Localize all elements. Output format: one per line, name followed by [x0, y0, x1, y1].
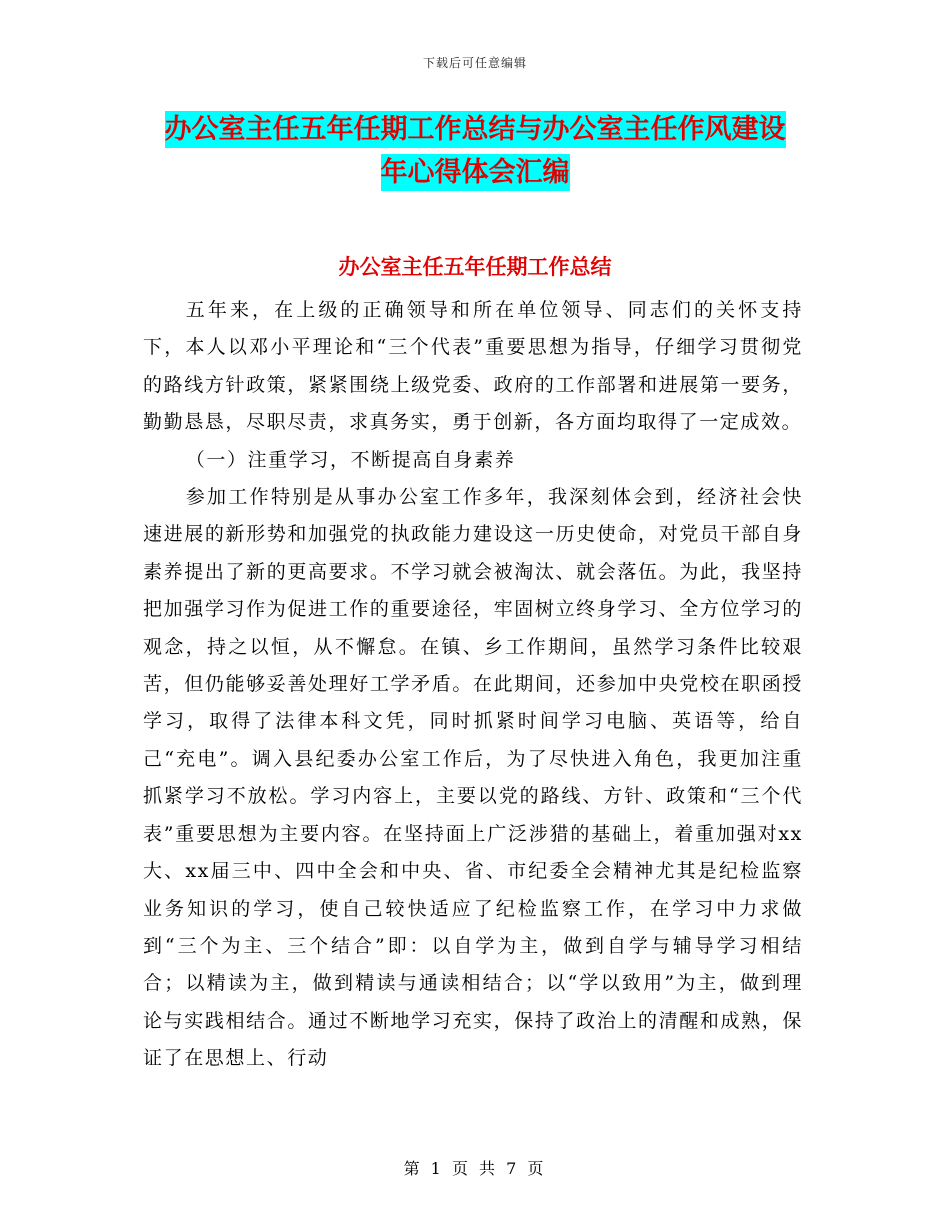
main-title-line2 — [0, 159, 950, 186]
paragraph-subheading: （一）注重学习，不断提高自身素养 — [185, 448, 516, 471]
main-title-line1 — [0, 116, 950, 143]
section-title: 办公室主任五年任期工作总结 — [338, 255, 612, 279]
paragraph-intro: 五年来，在上级的正确领导和所在单位领导、同志们的关怀支持下，本人以邓小平理论和“三个代表”重要思想为指导，仔细学习贯彻党的路线方针政策，紧紧围绕上级党委、政府的工作部署和进展第一要务，勤勤恳恳，尽职尽责，求真务实，勇于创新，各方面均取得了一定成效。 — [143, 299, 803, 434]
header-note: 下载后可任意编辑 — [422, 56, 527, 70]
main-title-line2-text: 年心得体会汇编 — [381, 154, 570, 191]
body-text — [143, 292, 803, 1078]
main-title-line1-text: 办公室主任五年任期工作总结与办公室主任作风建设 — [165, 111, 786, 148]
page-footer: 第 1 页 共 7 页 — [403, 1159, 547, 1178]
paragraph-study: 参加工作特别是从事办公室工作多年，我深刻体会到，经济社会快速进展的新形势和加强党的执政能力建设这一历史使命，对党员干部自身素养提出了新的更高要求。不学习就会被淘汰、就会落伍。为此，我坚持把加强学习作为促进工作的重要途径，牢固树立终身学习、全方位学习的观念，持之以恒，从不懈怠。在镇、乡工作期间，虽然学习条件比较艰苦，但仍能够妥善处理好工学矛盾。在此期间，还参加中央党校在职函授学习，取得了法律本科文凭，同时抓紧时间学习电脑、英语等，给自己“充电”。调入县纪委办公室工作后，为了尽快进入角色，我更加注重抓紧学习不放松。学习内容上，主要以党的路线、方针、政策和“三个代表”重要思想为主要内容。在坚持面上广泛涉猎的基础上，着重加强对xx大、xx届三中、四中全会和中央、省、市纪委全会精神尤其是纪检监察业务知识的学习，使自己较快适应了纪检监察工作，在学习中力求做到“三个为主、三个结合”即：以自学为主，做到自学与辅导学习相结合；以精读为主，做到精读与通读相结合；以“学以致用”为主，做到理论与实践相结合。通过不断地学习充实，保持了政治上的清醒和成熟，保证了在思想上、行动 — [143, 486, 803, 1070]
